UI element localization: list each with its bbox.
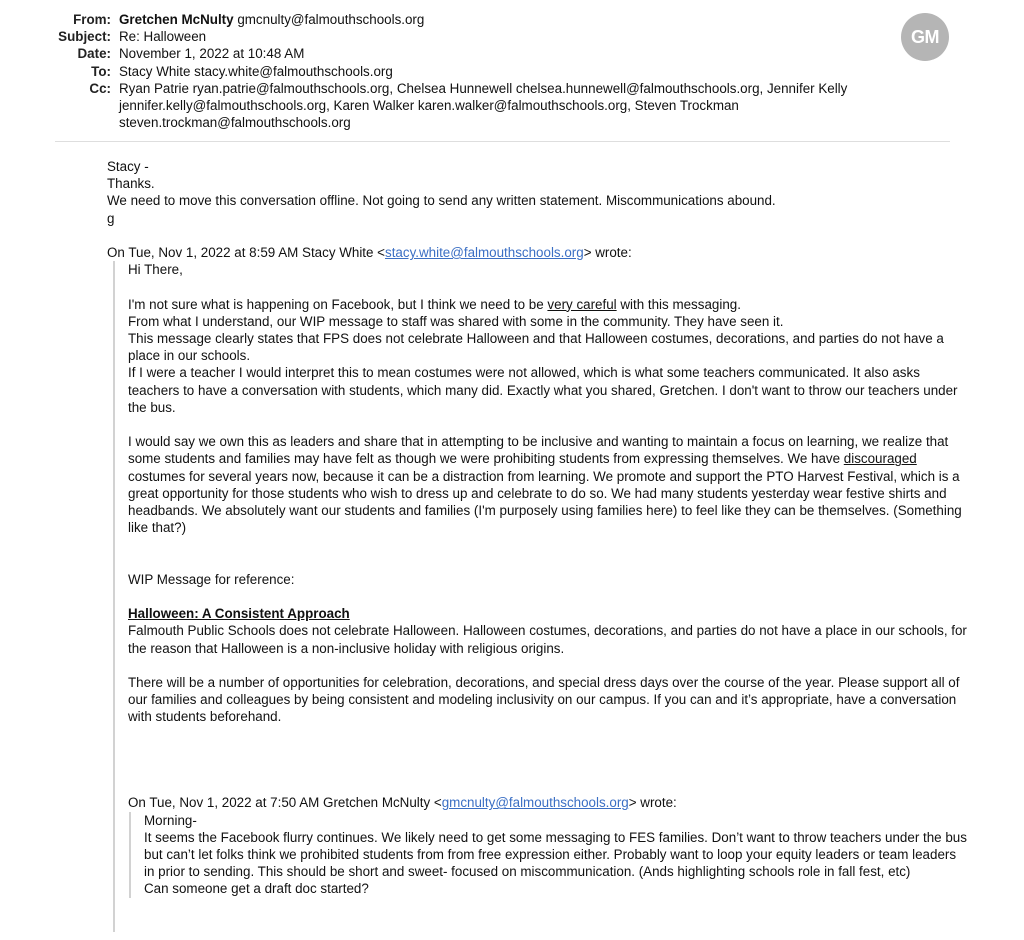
reply-line: Stacy - <box>107 159 149 174</box>
quoted-message-1 <box>113 261 967 932</box>
cc-label: Cc: <box>89 80 111 96</box>
wip-paragraph: Falmouth Public Schools does not celebrate Halloween. Halloween costumes, decorations, and parties do not have a place in our schools, for the reason that Halloween is a non-inclusive holiday with religious origins. <box>128 623 967 656</box>
sender-name[interactable]: Gretchen McNulty <box>119 12 234 27</box>
reply-line: We need to move this conversation offline. Not going to send any written statement. Miscommunications abound. <box>107 193 776 209</box>
date-value: November 1, 2022 at 10:48 AM <box>119 46 305 62</box>
quote-paragraph: It seems the Facebook flurry continues. We likely need to get some messaging to FES families. Don’t want to throw teachers under the bus but can’t let folks think we prohibited students from from free expression either. Probably want to loop your equity leaders or team leaders in prior to sending. This should be short and sweet- focused on miscommunication. (Ands highlighting schools role in fall fest, etc) <box>144 829 967 880</box>
wip-title: Halloween: A Consistent Approach <box>128 606 350 622</box>
quote-paragraph: If I were a teacher I would interpret this to mean costumes were not allowed, which is what some teachers communicated. It also asks teachers to have a conversation with students, which many did. Exactly what you shared, Gretchen. I don't want to throw our teachers under the bus. <box>128 365 958 415</box>
to-label: To: <box>91 63 111 79</box>
from-row <box>0 11 1024 28</box>
quote-attribution-2: On Tue, Nov 1, 2022 at 7:50 AM Gretchen McNulty <gmcnulty@falmouthschools.org> wrote: <box>128 795 677 811</box>
date-label: Date: <box>77 46 111 62</box>
quote-paragraph: I would say we own this as leaders and share that in attempting to be inclusive and wanting to maintain a focus on learning, we realize that some students and families may have felt as though we were prohibiting students from expressing themselves. We have discouraged costumes for several years now, because it can be a distraction from learning. We promote and support the PTO Harvest Festival, which is a great opportunity for those students who wish to dress up and celebrate to do so. We had many students yesterday wear festive shirts and headbands. We absolutely want our students and families (I'm purposely using families here) to feel like they can be themselves. (Something like that?) <box>128 434 962 536</box>
subject-row <box>0 28 1024 45</box>
from-label: From: <box>73 12 111 27</box>
quote-paragraph: Can someone get a draft doc started? <box>144 881 369 897</box>
cc-line-2[interactable]: jennifer.kelly@falmouthschools.org, Karen Walker karen.walker@falmouthschools.org, Steven Trockman <box>119 98 739 114</box>
reply-line: Thanks. <box>107 176 155 192</box>
header-divider <box>55 141 950 142</box>
wip-label: WIP Message for reference: <box>128 571 295 587</box>
quoted-message-2 <box>129 812 967 898</box>
quote-attribution-1: On Tue, Nov 1, 2022 at 8:59 AM Stacy White <stacy.white@falmouthschools.org> wrote: <box>107 245 632 260</box>
quote-greeting: Hi There, <box>128 262 183 278</box>
quote-greeting: Morning- <box>144 812 197 828</box>
underlined-text: very careful <box>547 296 617 312</box>
cc-line-1[interactable]: Ryan Patrie ryan.patrie@falmouthschools.org, Chelsea Hunnewell chelsea.hunnewell@falmouthschools.org, Jennifer Kelly <box>119 80 848 96</box>
subject-value: Re: Halloween <box>119 29 207 45</box>
quote-paragraph: This message clearly states that FPS does not celebrate Halloween and that Halloween costumes, decorations, and parties do not have a place in our schools. <box>128 331 944 364</box>
wip-paragraph: There will be a number of opportunities for celebration, decorations, and special dress days over the course of the year. Please support all of our families and colleagues by being consistent and modeling inclusivity on our campus. If you can and it’s appropriate, have a conversation with students beforehand. <box>128 674 960 725</box>
to-row <box>0 63 1024 80</box>
sender-avatar: GM <box>901 13 949 61</box>
date-row <box>0 45 1024 62</box>
quote-paragraph: From what I understand, our WIP message to staff was shared with some in the community. They have seen it. <box>128 313 784 329</box>
to-recipient[interactable]: Stacy White stacy.white@falmouthschools.org <box>119 63 393 79</box>
subject-label: Subject: <box>58 29 111 45</box>
cc-line-3[interactable]: steven.trockman@falmouthschools.org <box>119 115 351 131</box>
reply-line: g <box>107 210 115 226</box>
cc-recipients[interactable] <box>119 80 919 132</box>
email-body <box>107 158 967 932</box>
underlined-text: discouraged <box>843 451 917 467</box>
quote-paragraph: I'm not sure what is happening on Facebook, but I think we need to be very careful with this messaging. <box>128 296 741 312</box>
sender-email[interactable]: gmcnulty@falmouthschools.org <box>237 12 425 27</box>
email-link[interactable]: gmcnulty@falmouthschools.org <box>441 795 629 811</box>
email-header <box>0 11 1024 131</box>
cc-row <box>0 80 1024 132</box>
email-link[interactable]: stacy.white@falmouthschools.org <box>385 245 584 260</box>
